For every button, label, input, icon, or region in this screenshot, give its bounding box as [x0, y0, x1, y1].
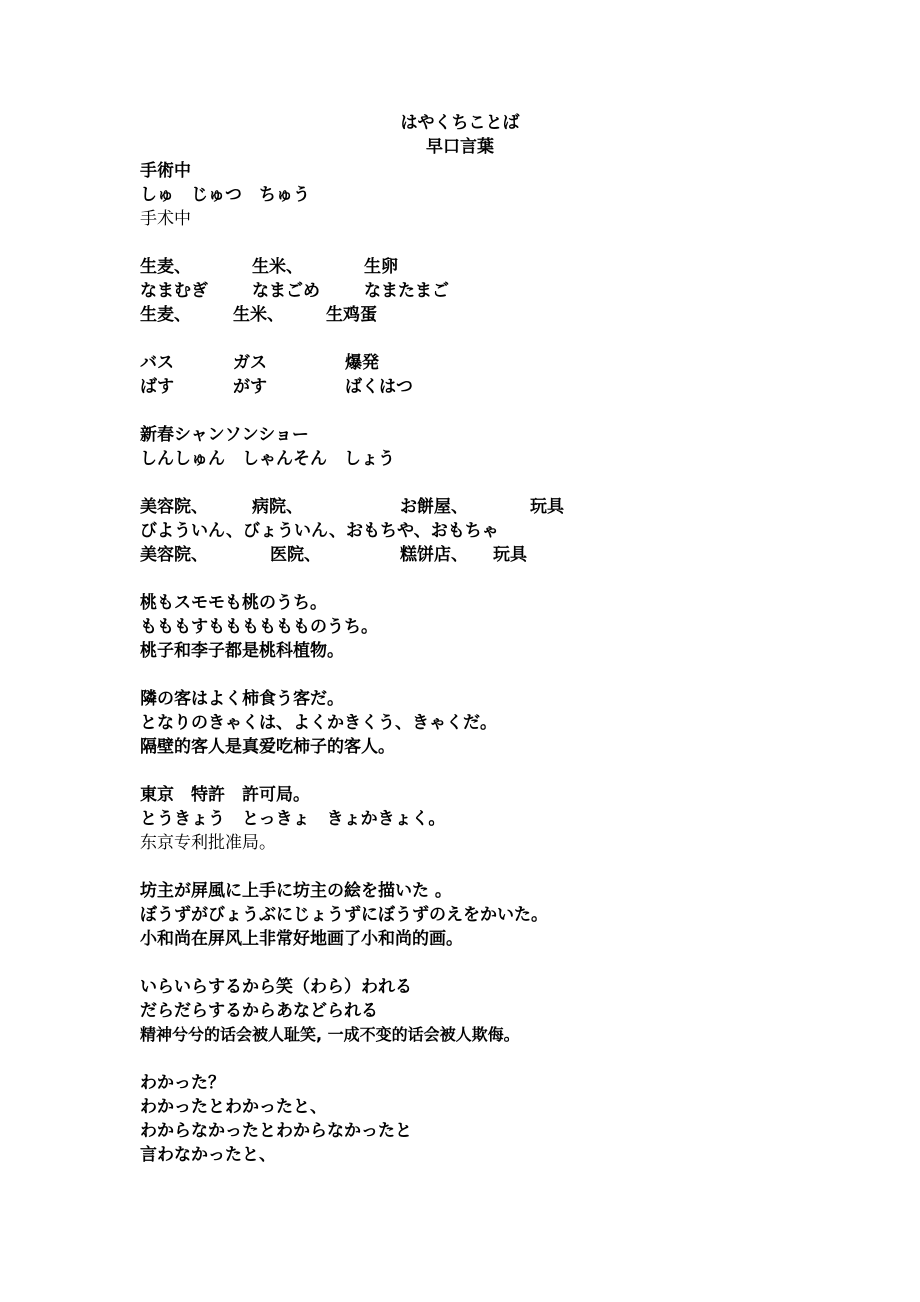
line-reading: とうきょう とっきょ きょかきょく。 [140, 809, 446, 829]
line-japanese: いらいらするから笑（わら）われる [140, 977, 412, 997]
line-japanese [140, 255, 840, 279]
word: 爆発 [345, 353, 379, 373]
word: がす [233, 377, 267, 397]
word: 生米、 [252, 257, 303, 277]
word: ガス [233, 353, 267, 373]
line-reading: びよういん、びょういん、おもちや、おもちゃ [140, 521, 499, 541]
line-chinese: 精神兮兮的话会被人耻笑, 一成不变的话会被人欺侮。 [140, 1025, 520, 1044]
line-japanese [140, 351, 840, 375]
word: 生麦、 [140, 305, 191, 325]
line-japanese: 桃もスモモも桃のうち。 [140, 593, 327, 613]
line-reading: しんしゅん しゃんそん しょう [140, 449, 395, 469]
word: 生麦、 [140, 257, 191, 277]
spacer [140, 231, 840, 255]
line-japanese: わからなかったとわからなかったと [140, 1121, 412, 1141]
spacer [140, 567, 840, 591]
line-reading: だらだらするからあなどられる [140, 1001, 378, 1021]
line-reading: ぼうずがびょうぶにじょうずにぼうずのえをかいた。 [140, 905, 548, 925]
word: なまたまご [364, 281, 449, 301]
word: 生卵 [364, 257, 398, 277]
word: 玩具 [493, 545, 527, 565]
word: ばす [140, 377, 174, 397]
word: なまごめ [252, 281, 320, 301]
line-chinese: 东京专利批准局。 [140, 833, 276, 853]
word: 医院、 [270, 545, 321, 565]
line-japanese: 東京 特許 許可局。 [140, 785, 310, 805]
spacer [140, 663, 840, 687]
spacer [140, 327, 840, 351]
word: 玩具 [530, 497, 564, 517]
line-chinese: 手术中 [140, 209, 191, 229]
spacer [140, 471, 840, 495]
line-chinese: 隔壁的客人是真爱吃柿子的客人。 [140, 737, 395, 757]
word: 糕饼店、 [400, 545, 468, 565]
line-japanese: 新春シャンソンショー [140, 425, 309, 445]
line-japanese: わかった？ [140, 1073, 225, 1093]
line-chinese [140, 543, 840, 567]
line-japanese: 坊主が屏風に上手に坊主の絵を描いた 。 [140, 881, 452, 901]
line-reading: もももすもももももものうち。 [140, 617, 378, 637]
line-reading: となりのきゃくは、よくかきくう、きゃくだ。 [140, 713, 497, 733]
line-reading [140, 375, 840, 399]
line-chinese: 桃子和李子都是桃科植物。 [140, 641, 344, 661]
line-reading [140, 279, 840, 303]
spacer [140, 399, 840, 423]
line-japanese: 言わなかったと、 [140, 1145, 276, 1165]
word: 美容院、 [140, 497, 208, 517]
tongue-twister-list [140, 159, 840, 1167]
word: 生米、 [233, 305, 284, 325]
word: なまむぎ [140, 281, 208, 301]
line-reading: しゅ じゅつ ちゅう [140, 185, 310, 205]
line-chinese: 小和尚在屏风上非常好地画了小和尚的画。 [140, 929, 463, 949]
line-japanese: わかったとわかったと、 [140, 1097, 327, 1117]
line-chinese [140, 303, 840, 327]
line-japanese: 手術中 [140, 161, 191, 181]
word: お餅屋、 [400, 497, 468, 517]
word: ばくはつ [345, 377, 413, 397]
title-kanji: 早口言葉 [426, 137, 494, 157]
word: バス [140, 353, 174, 373]
word: 病院、 [252, 497, 303, 517]
spacer [140, 759, 840, 783]
line-japanese: 隣の客はよく柿食う客だ。 [140, 689, 344, 709]
spacer [140, 1047, 840, 1071]
spacer [140, 951, 840, 975]
title-kana: はやくちことば [400, 113, 520, 133]
line-japanese [140, 495, 840, 519]
word: 生鸡蛋 [326, 305, 377, 325]
spacer [140, 855, 840, 879]
word: 美容院、 [140, 545, 208, 565]
